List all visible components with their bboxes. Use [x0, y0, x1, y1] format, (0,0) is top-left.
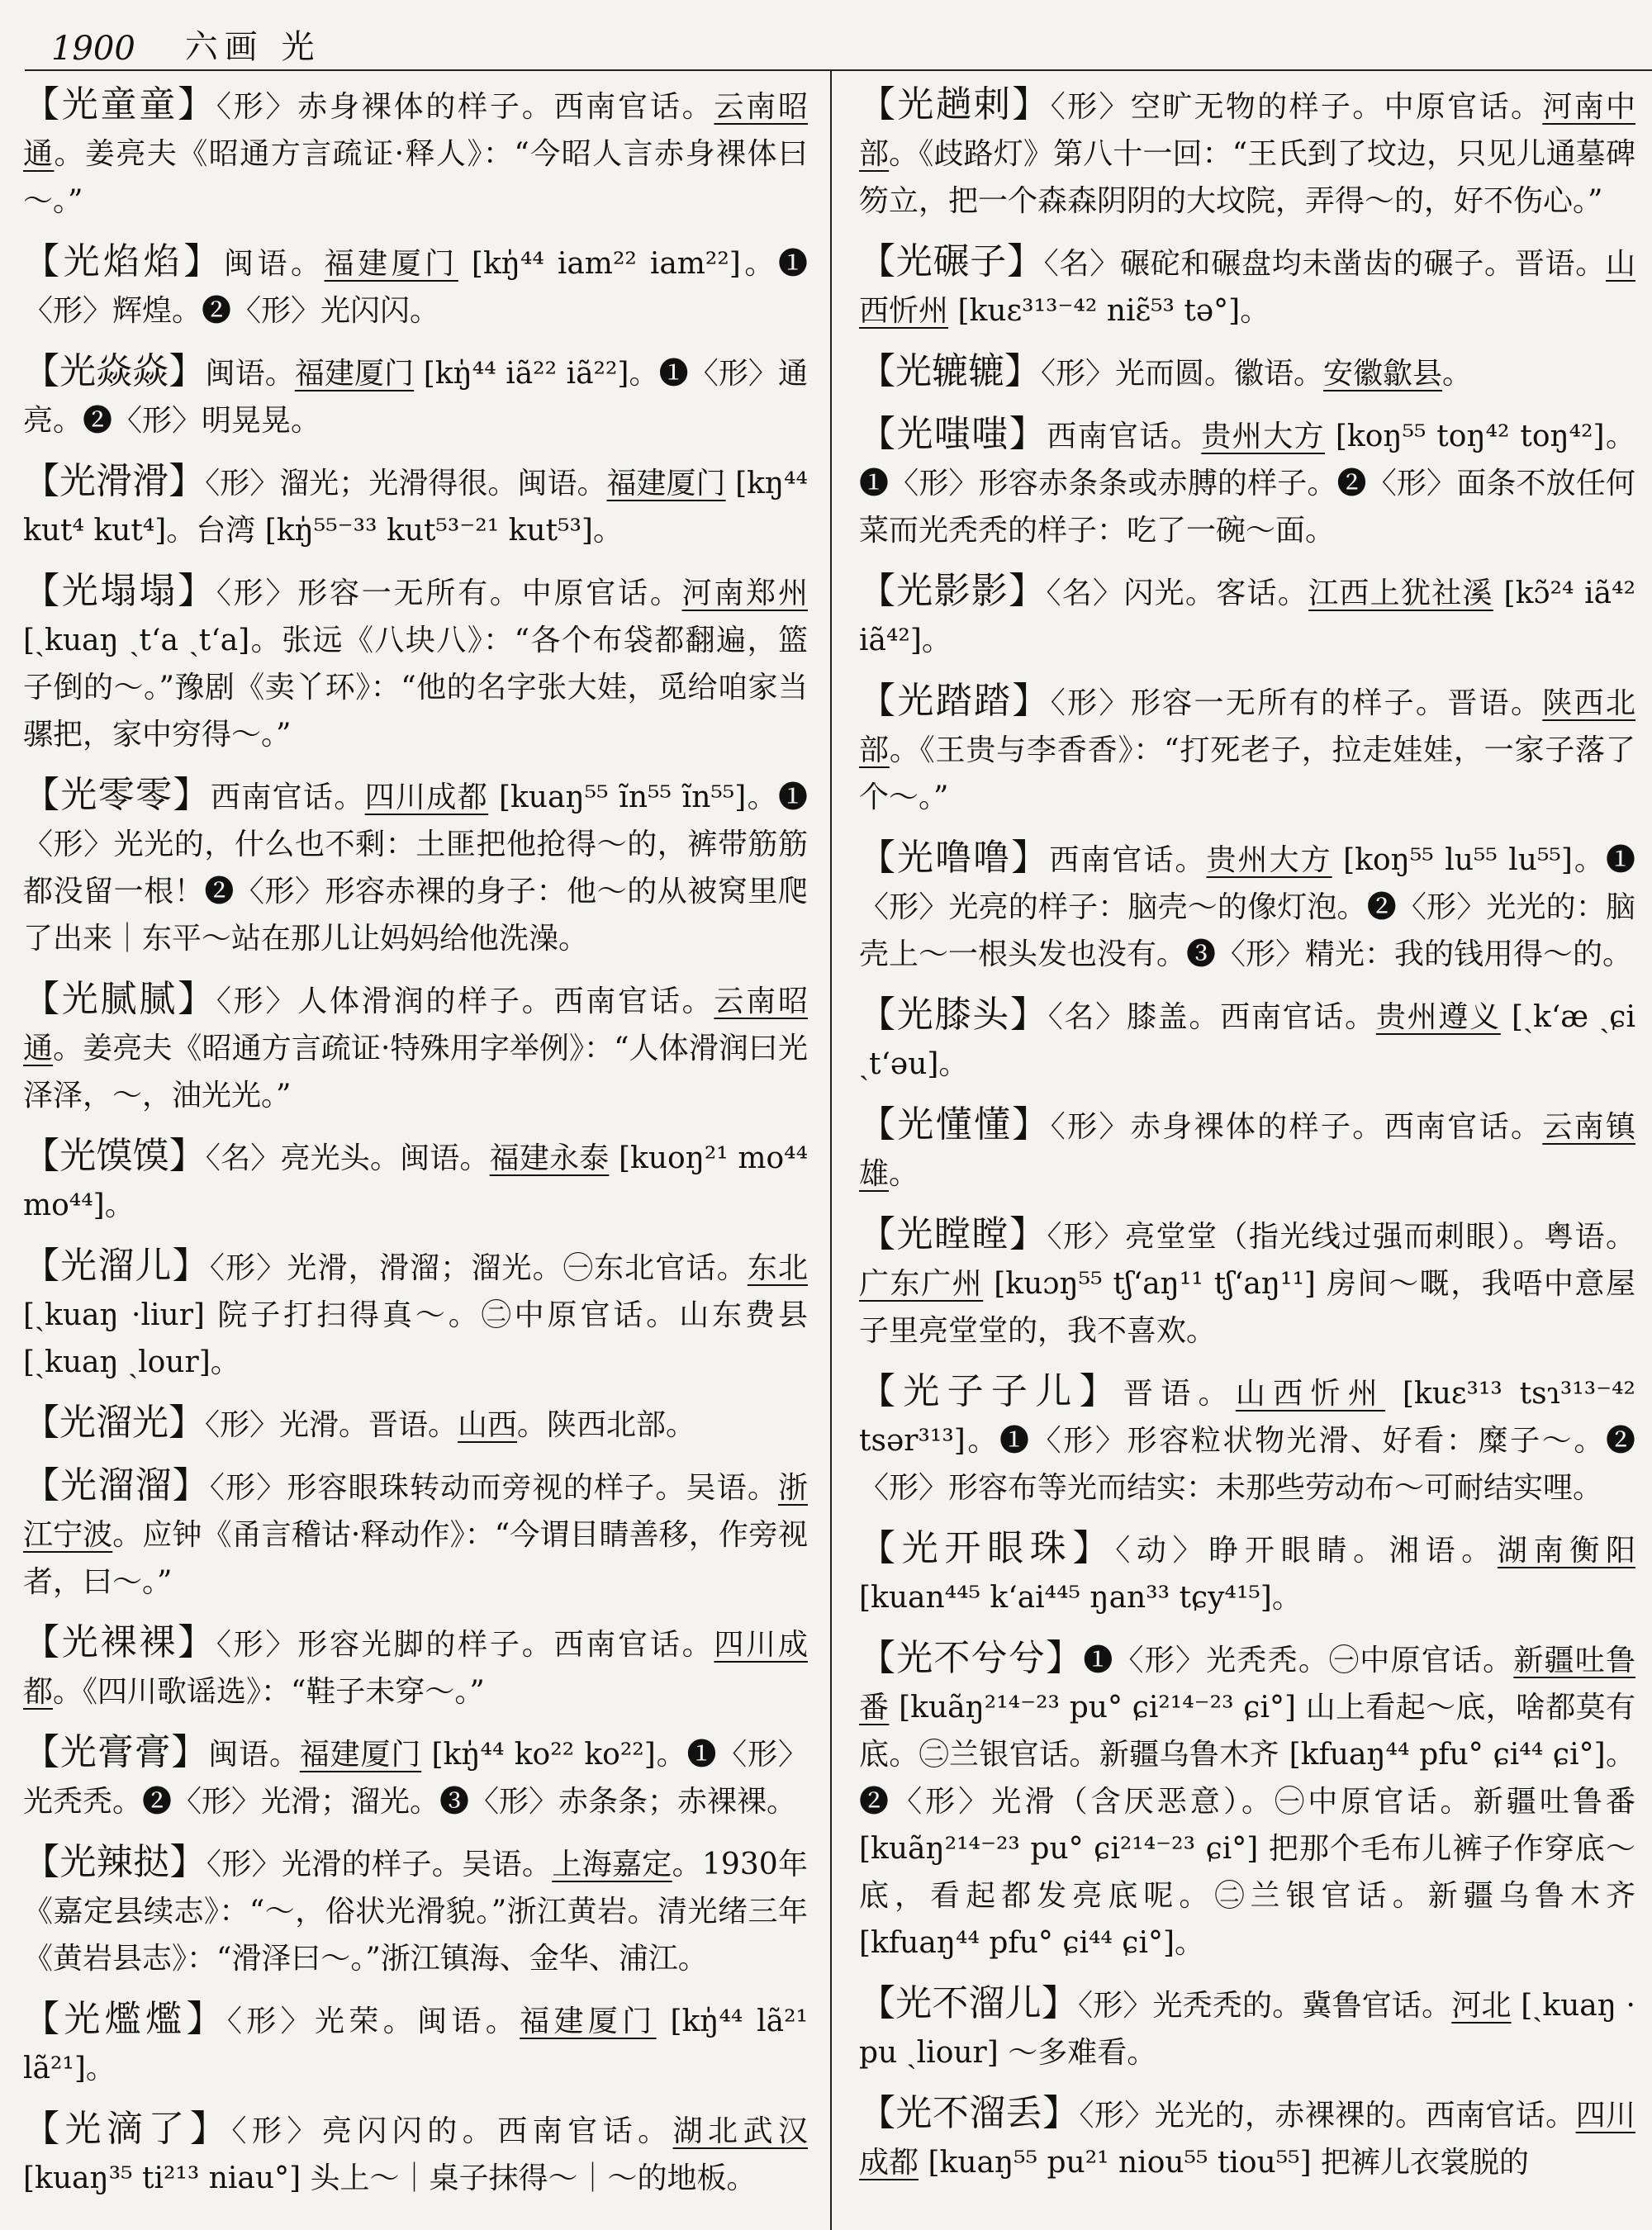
- dictionary-entry: [859, 1101, 1635, 1198]
- headword: 光滑滑: [59, 460, 169, 502]
- entry-body: [kɔ̃²⁴ iã⁴² iã⁴²]。: [859, 576, 1635, 657]
- entry-body: [kŋ̍⁴⁴ iã²² iã²²]。❶〈形〉通亮。❷〈形〉明晃晃。: [23, 357, 808, 438]
- hw-bracket-open: 【: [859, 680, 898, 722]
- dictionary-entry: [859, 834, 1635, 978]
- entry-location: 浙江宁波: [23, 1471, 808, 1552]
- entry-body: [kŋ⁴⁴ kut⁴ kut⁴]。台湾 [kŋ̍⁵⁵⁻³³ kut⁵³⁻²¹ kut⁵³]。: [23, 467, 808, 548]
- entry-location: 福建厦门: [294, 357, 415, 391]
- entry-definition: 形容一无所有。中原官话。: [297, 576, 682, 610]
- entry-body: [kuɛ³¹³ tsɿ³¹³⁻⁴² tsər³¹³]。❶〈形〉形容粒状物光滑、好看：糜子～。❷〈形〉形容布等光而结实：未那些劳动布～可耐结实哩。: [859, 1377, 1635, 1505]
- hw-bracket-close: 】: [1007, 240, 1044, 282]
- entry-definition: 形容光脚的样子。西南官话。: [297, 1628, 714, 1662]
- dictionary-entry: [23, 1132, 808, 1229]
- part-of-speech: 〈名〉: [1043, 247, 1120, 281]
- entry-definition: 碾砣和碾盘均未凿齿的碾子。晋语。: [1120, 247, 1606, 281]
- entry-definition: 膝盖。西南官话。: [1126, 1000, 1376, 1034]
- part-of-speech: 〈形〉: [1050, 686, 1131, 720]
- dictionary-entry: [23, 1995, 808, 2092]
- part-of-speech: 〈形〉: [1050, 1110, 1131, 1144]
- headword: 光嗤嗤: [896, 413, 1009, 455]
- dictionary-entry: [859, 1525, 1635, 1621]
- dictionary-entry: [859, 991, 1635, 1088]
- entry-location: 福建永泰: [489, 1141, 610, 1175]
- entry-body: [kuan⁴⁴⁵ k‘ai⁴⁴⁵ ŋan³³ tɕy⁴¹⁵]。: [859, 1581, 1302, 1615]
- hw-bracket-close: 】: [169, 350, 206, 392]
- entry-body: [kuaŋ³⁵ ti²¹³ niau°] 头上～｜桌子抹得～｜～的地板。: [23, 2161, 757, 2195]
- entry-body: [kuɛ³¹³⁻⁴² niɛ̃⁵³ tə°]。: [948, 294, 1270, 328]
- entry-definition: ❶〈形〉光秃秃。㊀中原官话。: [1083, 1644, 1514, 1677]
- entry-definition: 亮堂堂（指光线过强而刺眼）。粤语。: [1125, 1220, 1635, 1254]
- entry-definition: 闽语。: [223, 247, 325, 281]
- headword: 光不溜儿: [895, 1982, 1042, 2024]
- entry-definition: 晋语。: [1123, 1377, 1236, 1411]
- entry-body: [kuoŋ²¹ mo⁴⁴ mo⁴⁴]。: [23, 1141, 808, 1222]
- entry-location: 江西上犹社溪: [1308, 576, 1493, 610]
- entry-body: 。: [1442, 357, 1473, 391]
- page-header: [51, 18, 321, 68]
- entry-definition: 人体滑润的样子。西南官话。: [297, 985, 714, 1018]
- hw-bracket-close: 】: [173, 774, 211, 816]
- entry-location: 贵州大方: [1201, 420, 1325, 453]
- hw-bracket-open: 【: [859, 1370, 904, 1412]
- entry-location: 新疆吐鲁番: [859, 1644, 1635, 1725]
- entry-location: 贵州遵义: [1375, 1000, 1501, 1034]
- headword: 光膝头: [896, 994, 1010, 1036]
- dictionary-entry: [859, 1635, 1635, 1967]
- entry-definition: 赤身裸体的样子。西南官话。: [1130, 1110, 1543, 1144]
- hw-bracket-close: 】: [178, 1621, 216, 1663]
- hw-bracket-open: 【: [859, 1637, 897, 1679]
- entry-definition: 闪光。客话。: [1123, 576, 1309, 610]
- entry-body: [kŋ̍⁴⁴ ko²² ko²²]。❶〈形〉光秃秃。❷〈形〉光滑；溜光。❸〈形〉赤条条；赤裸裸。: [23, 1738, 808, 1819]
- hw-bracket-open: 【: [23, 1245, 61, 1287]
- hw-bracket-open: 【: [23, 2108, 65, 2150]
- headword: 光趟剌: [897, 83, 1013, 126]
- dictionary-entry: [859, 348, 1635, 397]
- hw-bracket-open: 【: [23, 1135, 60, 1177]
- dictionary-entry: [23, 771, 808, 962]
- entry-body: [kuãŋ²¹⁴⁻²³ pu° ɕi²¹⁴⁻²³ ɕi°] 山上看起～底，啥都莫有底。㊁兰银官话。新疆乌鲁木齐 [kfuaŋ⁴⁴ pfu° ɕi⁴⁴ ɕi°]。❷〈形〉光滑（含厌恶意）。㊀中原官话。新疆吐鲁番 [kuãŋ²¹⁴⁻²³ pu° ɕi²¹⁴⁻²³ ɕi°] 把那个毛布儿裤子作穿底～底，看起都发亮底呢。㊁兰银官话。新疆乌鲁木齐 [kfuaŋ⁴⁴ pfu° ɕi⁴⁴ ɕi°]。: [859, 1691, 1635, 1960]
- dictionary-entry: [859, 238, 1635, 334]
- entry-body: 。《四川歌谣选》：“鞋子未穿～。”: [53, 1675, 485, 1709]
- entry-location: 上海嘉定: [552, 1848, 672, 1881]
- dictionary-entry: [23, 1242, 808, 1386]
- dictionary-entry: [859, 1368, 1635, 1511]
- dictionary-entry: [23, 2105, 808, 2202]
- headword: 光塌塌: [61, 570, 178, 612]
- dictionary-entry: [23, 1729, 808, 1825]
- entry-location: 四川成都: [23, 1628, 808, 1709]
- part-of-speech: 〈名〉: [205, 1141, 281, 1175]
- dictionary-entry: [23, 567, 808, 758]
- entry-body: [kuaŋ⁵⁵ ĩn⁵⁵ ĩn⁵⁵]。❶〈形〉光光的，什么也不剩：土匪把他抢得～的，裤带筋筋都没留一根！❷〈形〉形容赤裸的身子：他～的从被窝里爬了出来｜东平～站在那儿让妈妈给他洗澡。: [23, 780, 808, 956]
- dictionary-entry: [859, 81, 1635, 225]
- hw-bracket-open: 【: [23, 240, 64, 282]
- entry-body: 。应钟《甬言稽诂·释动作》：“今谓目睛善移，作旁视者，曰～。”: [23, 1518, 808, 1599]
- entry-location: 山西忻州: [1235, 1377, 1386, 1411]
- hw-bracket-close: 】: [1009, 994, 1048, 1036]
- hw-bracket-close: 】: [1012, 680, 1051, 722]
- headword: 光懂懂: [897, 1103, 1013, 1146]
- headword: 光影影: [896, 570, 1009, 612]
- hw-bracket-close: 】: [1041, 1982, 1079, 2024]
- hw-bracket-open: 【: [23, 774, 61, 816]
- entry-definition: 形容一无所有的样子。晋语。: [1130, 686, 1543, 720]
- hw-bracket-close: 】: [1011, 837, 1050, 879]
- entry-location: 云南昭通: [23, 90, 808, 171]
- part-of-speech: 〈形〉: [226, 2005, 315, 2038]
- right-column: [859, 81, 1635, 2220]
- hw-bracket-open: 【: [859, 1103, 898, 1146]
- part-of-speech: 〈形〉: [216, 1628, 298, 1662]
- entry-body: [ˏkuaŋ ·liur] 院子打扫得真～。㊁中原官话。山东费县 [ˏkuaŋ ˏlour]。: [23, 1298, 808, 1379]
- entry-definition: 形容眼珠转动而旁视的样子。吴语。: [287, 1471, 778, 1505]
- left-column: [23, 81, 808, 2220]
- hw-bracket-close: 】: [1004, 350, 1041, 392]
- dictionary-entry: [23, 1619, 808, 1715]
- entry-body: [kuɔŋ⁵⁵ tʃ‘aŋ¹¹ tʃ‘aŋ¹¹] 房间～嘅，我唔中意屋子里亮堂堂的，我不喜欢。: [859, 1267, 1635, 1348]
- entry-definition: 西南官话。: [210, 780, 365, 814]
- entry-body: [koŋ⁵⁵ toŋ⁴² toŋ⁴²]。❶〈形〉形容赤条条或赤膊的样子。❷〈形〉面条不放任何菜而光秃秃的样子：吃了一碗～面。: [859, 420, 1635, 548]
- part-of-speech: 〈形〉: [1041, 357, 1116, 391]
- hw-bracket-open: 【: [23, 1464, 61, 1506]
- part-of-speech: 〈形〉: [1050, 90, 1131, 124]
- part-of-speech: 〈形〉: [206, 1848, 282, 1881]
- hw-bracket-close: 】: [1079, 1370, 1123, 1412]
- hw-bracket-close: 】: [1042, 2092, 1080, 2134]
- part-of-speech: 〈名〉: [1047, 1000, 1127, 1034]
- dictionary-entry: [23, 1839, 808, 1982]
- hw-bracket-open: 【: [859, 1527, 902, 1569]
- hw-bracket-open: 【: [859, 413, 897, 455]
- headword: 光瞠瞠: [896, 1213, 1009, 1255]
- headword: 光滴了: [64, 2108, 190, 2150]
- entry-definition: 闽语。: [208, 1738, 300, 1772]
- entry-definition: 光荣。闽语。: [314, 2005, 520, 2038]
- headword: 光腻腻: [61, 978, 178, 1020]
- hw-bracket-close: 】: [1046, 1637, 1084, 1679]
- entry-definition: 亮闪闪的。西南官话。: [321, 2114, 673, 2148]
- entry-body: 。1930年《嘉定县续志》：“～，俗状光滑貌。”浙江黄岩。清光绪三年《黄岩县志》：“滑泽曰～。”浙江镇海、金华、浦江。: [23, 1848, 808, 1976]
- entry-definition: 光光的，赤裸裸的。西南官话。: [1154, 2099, 1576, 2133]
- part-of-speech: 〈形〉: [209, 1471, 287, 1505]
- headword: 光辘辘: [895, 350, 1004, 392]
- hw-bracket-close: 】: [1009, 570, 1047, 612]
- headword: 光爁爁: [64, 1998, 187, 2040]
- dictionary-entry: [859, 410, 1635, 554]
- entry-location: 湖南衡阳: [1497, 1534, 1635, 1568]
- column-divider: [830, 69, 832, 2230]
- headword: 光裸裸: [61, 1621, 178, 1663]
- headword: 光零零: [60, 774, 173, 816]
- entry-definition: 赤身裸体的样子。西南官话。: [297, 90, 714, 124]
- hw-bracket-open: 【: [23, 1841, 60, 1883]
- hw-bracket-close: 】: [1012, 1103, 1051, 1146]
- entry-location: 福建厦门: [520, 2005, 657, 2038]
- hw-bracket-open: 【: [23, 1621, 62, 1663]
- entry-location: 四川成都: [364, 780, 489, 814]
- headword: 光开眼珠: [901, 1527, 1073, 1569]
- hw-bracket-close: 】: [178, 83, 216, 126]
- hw-bracket-open: 【: [23, 1402, 59, 1444]
- dictionary-entry: [859, 1980, 1635, 2076]
- entry-definition: 亮光头。闽语。: [280, 1141, 490, 1175]
- hw-bracket-open: 【: [23, 350, 60, 392]
- entry-definition: 空旷无物的样子。中原官话。: [1130, 90, 1543, 124]
- dictionary-entry: [23, 1399, 808, 1449]
- headword: 光馍馍: [59, 1135, 169, 1177]
- dictionary-entry: [23, 81, 808, 225]
- part-of-speech: 〈形〉: [231, 2114, 322, 2148]
- hw-bracket-open: 【: [859, 240, 896, 282]
- entry-location: 福建厦门: [299, 1738, 422, 1772]
- hw-bracket-close: 】: [172, 1245, 210, 1287]
- entry-definition: 光滑。晋语。: [279, 1408, 458, 1442]
- hw-bracket-open: 【: [859, 350, 895, 392]
- entry-body: 。《王贵与李香香》：“打死老子，拉走娃娃，一家子落了个～。”: [859, 733, 1635, 814]
- headword: 光焰焰: [63, 240, 184, 282]
- entry-location: 四川成都: [859, 2099, 1635, 2180]
- hw-bracket-open: 【: [859, 570, 897, 612]
- header-rule: [25, 69, 1652, 71]
- headword: 光溜光: [59, 1402, 169, 1444]
- entry-body: [ˏk‘æ ˏɕi ˏt‘əu]。: [859, 1000, 1635, 1081]
- hw-bracket-close: 】: [183, 240, 224, 282]
- entry-definition: 睁开眼睛。湘语。: [1208, 1534, 1498, 1568]
- hw-bracket-open: 【: [859, 1982, 896, 2024]
- entry-location: 安徽歙县: [1323, 357, 1443, 391]
- part-of-speech: 〈形〉: [216, 90, 298, 124]
- hw-bracket-close: 】: [1072, 1527, 1116, 1569]
- hw-bracket-open: 【: [859, 2092, 896, 2134]
- section-title: 六画 光: [184, 28, 321, 66]
- headword: 光碾子: [895, 240, 1007, 282]
- headword: 光踏踏: [897, 680, 1013, 722]
- headword: 光膏膏: [59, 1731, 172, 1773]
- entry-location: 福建厦门: [606, 467, 726, 501]
- entry-body: [kuaŋ⁵⁵ pu²¹ niou⁵⁵ tiou⁵⁵] 把裤儿衣裳脱的: [919, 2146, 1530, 2180]
- hw-bracket-close: 】: [189, 2108, 232, 2150]
- headword: 光子子儿: [903, 1370, 1080, 1412]
- entry-body: 。陕西北部。: [517, 1408, 696, 1442]
- entry-body: 。: [889, 1157, 919, 1191]
- hw-bracket-close: 】: [1012, 83, 1051, 126]
- entry-location: 山西忻州: [859, 247, 1635, 328]
- hw-bracket-close: 】: [1009, 1213, 1047, 1255]
- entry-body: 。姜亮夫《昭通方言疏证·特殊用字举例》：“人体滑润曰光泽泽，～，油光光。”: [23, 1032, 808, 1113]
- entry-location: 东北: [747, 1251, 808, 1285]
- entry-definition: 闽语。: [205, 357, 295, 391]
- part-of-speech: 〈形〉: [205, 1408, 280, 1442]
- hw-bracket-close: 】: [172, 1464, 210, 1506]
- entry-definition: 光而圆。徽语。: [1115, 357, 1324, 391]
- headword: 光童童: [61, 83, 178, 126]
- hw-bracket-close: 】: [171, 1731, 209, 1773]
- hw-bracket-close: 】: [178, 570, 216, 612]
- dictionary-entry: [23, 238, 808, 334]
- entry-location: 山西: [458, 1408, 518, 1442]
- entry-definition: 西南官话。: [1047, 420, 1202, 453]
- entry-location: 广东广州: [859, 1267, 984, 1301]
- dictionary-entry: [23, 348, 808, 444]
- entry-definition: 光滑，滑溜；溜光。㊀东北官话。: [287, 1251, 748, 1285]
- dictionary-entry: [859, 1211, 1635, 1355]
- hw-bracket-close: 】: [169, 460, 206, 502]
- dictionary-entry: [859, 2090, 1635, 2186]
- hw-bracket-close: 】: [178, 978, 216, 1020]
- hw-bracket-open: 【: [859, 1213, 897, 1255]
- hw-bracket-open: 【: [859, 83, 898, 126]
- dictionary-entry: [859, 567, 1635, 664]
- hw-bracket-close: 】: [169, 1841, 206, 1883]
- hw-bracket-close: 】: [1009, 413, 1047, 455]
- hw-bracket-open: 【: [23, 1731, 60, 1773]
- entry-body: [kŋ̍⁴⁴ lã²¹ lã²¹]。: [23, 2005, 808, 2085]
- headword: 光辣挞: [59, 1841, 170, 1883]
- headword: 光不溜丢: [895, 2092, 1043, 2134]
- headword: 光噜噜: [897, 837, 1012, 879]
- entry-definition: 光滑的样子。吴语。: [281, 1848, 553, 1881]
- headword: 光溜溜: [60, 1464, 173, 1506]
- entry-location: 贵州大方: [1206, 843, 1332, 877]
- dictionary-entry: [23, 975, 808, 1119]
- entry-body: [ˏkuaŋ ˏt‘a ˏt‘a]。张远《八块八》：“各个布袋都翻遍，篮子倒的～。”豫剧《卖丫环》：“他的名字张大娃，觅给咱家当骡把，家中穷得～。”: [23, 624, 808, 752]
- hw-bracket-open: 【: [23, 1998, 64, 2040]
- part-of-speech: 〈形〉: [1079, 2099, 1155, 2133]
- entry-location: 陕西北部: [859, 686, 1635, 767]
- entry-definition: 溜光；光滑得很。闽语。: [279, 467, 607, 501]
- hw-bracket-open: 【: [859, 837, 898, 879]
- entry-body: [kŋ̍⁴⁴ iam²² iam²²]。❶〈形〉辉煌。❷〈形〉光闪闪。: [23, 247, 808, 328]
- part-of-speech: 〈形〉: [1047, 1220, 1125, 1254]
- entry-location: 河南郑州: [681, 576, 808, 610]
- dictionary-entry: [23, 458, 808, 554]
- dictionary-entry: [859, 677, 1635, 821]
- hw-bracket-open: 【: [23, 460, 60, 502]
- hw-bracket-open: 【: [23, 570, 62, 612]
- part-of-speech: 〈形〉: [1078, 1989, 1153, 2023]
- page-number: 1900: [51, 30, 135, 68]
- part-of-speech: 〈名〉: [1046, 576, 1124, 610]
- part-of-speech: 〈形〉: [216, 985, 298, 1018]
- hw-bracket-open: 【: [23, 978, 62, 1020]
- entry-definition: 光秃秃的。冀鲁官话。: [1152, 1989, 1452, 2023]
- entry-body: [koŋ⁵⁵ lu⁵⁵ lu⁵⁵]。❶〈形〉光亮的样子：脑壳～的像灯泡。❷〈形〉光光的：脑壳上～一根头发也没有。❸〈形〉精光：我的钱用得～的。: [859, 843, 1635, 971]
- headword: 光焱焱: [59, 350, 169, 392]
- part-of-speech: 〈形〉: [209, 1251, 287, 1285]
- dictionary-entry: [23, 1462, 808, 1606]
- part-of-speech: 〈形〉: [205, 467, 280, 501]
- hw-bracket-close: 】: [186, 1998, 227, 2040]
- entry-definition: 西南官话。: [1049, 843, 1207, 877]
- entry-location: 云南镇雄: [859, 1110, 1635, 1191]
- entry-body: 。《歧路灯》第八十一回：“王氏到了坟边，只见儿通墓碑笏立，把一个森森阴阴的大坟院，弄得～的，好不伤心。”: [859, 137, 1635, 218]
- part-of-speech: 〈动〉: [1115, 1534, 1209, 1568]
- part-of-speech: 〈形〉: [216, 576, 298, 610]
- entry-location: 福建厦门: [324, 247, 458, 281]
- entry-location: 云南昭通: [23, 985, 808, 1065]
- entry-location: 湖北武汉: [672, 2114, 808, 2148]
- headword: 光不兮兮: [896, 1637, 1047, 1679]
- entry-location: 河南中部: [859, 90, 1635, 171]
- hw-bracket-close: 】: [169, 1135, 206, 1177]
- entry-body: [ˏkuaŋ · pu ˏliour] ～多难看。: [859, 1989, 1635, 2070]
- hw-bracket-open: 【: [859, 994, 897, 1036]
- hw-bracket-close: 】: [169, 1402, 205, 1444]
- headword: 光溜儿: [60, 1245, 173, 1287]
- entry-location: 河北: [1451, 1989, 1512, 2023]
- entry-body: 。姜亮夫《昭通方言疏证·释人》：“今昭人言赤身裸体曰～。”: [23, 137, 808, 218]
- hw-bracket-open: 【: [23, 83, 62, 126]
